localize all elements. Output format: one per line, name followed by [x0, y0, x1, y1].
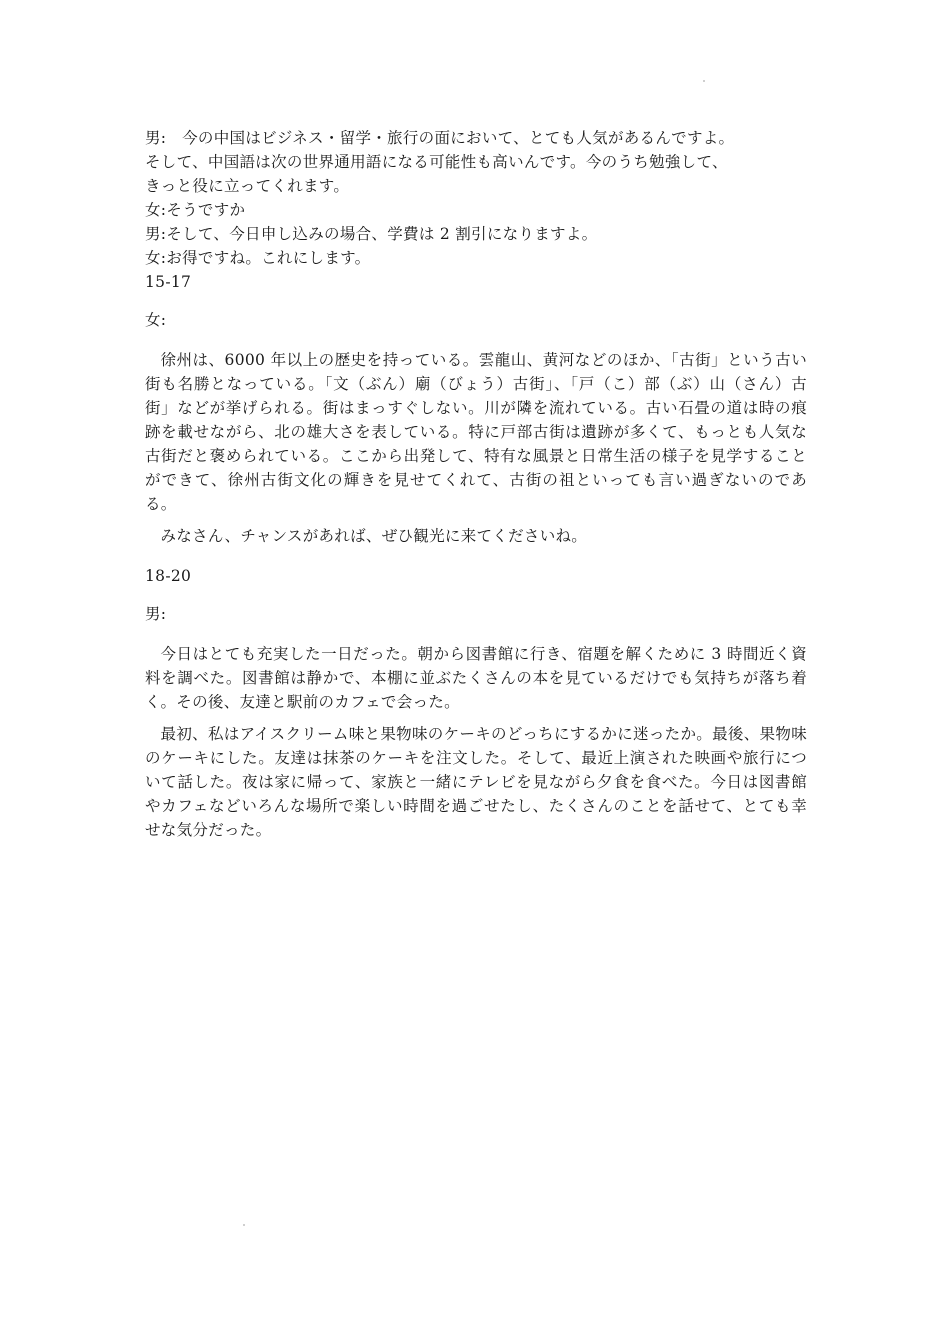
dialogue-line: 女:お得ですね。これにします。	[145, 249, 371, 267]
dialogue-line: 女:そうですか	[145, 201, 246, 219]
scan-speck-bottom	[243, 1224, 245, 1226]
dialogue-line: 男: 今の中国はビジネス・留学・旅行の面において、とても人気があるんですよ。	[145, 129, 735, 147]
section-number: 18-20	[145, 567, 192, 585]
paragraph: 徐州は、6000 年以上の歴史を持っている。雲龍山、黄河などのほか、「古街」という古い街も名勝となっている。「文（ぶん）廟（びょう）古街」、「戸（こ）部（ぶ）山（さん）古街」などが挙げられる。街はまっすぐしない。川が隣を流れている。古い石畳の道は時の痕跡を載せながら、北の雄大さを表している。特に戸部古街は遺跡が多くて、もっとも人気な古街だと褒められている。ここから出発して、特有な風景と日常生活の様子を見学することができて、徐州古街文化の輝きを見せてくれて、古街の祖といっても言い過ぎないのである。	[145, 351, 807, 513]
paragraph: 最初、私はアイスクリーム味と果物味のケーキのどっちにするかに迷ったか。最後、果物味のケーキにした。友達は抹茶のケーキを注文した。そして、最近上演された映画や旅行について話した。夜は家に帰って、家族と一緒にテレビを見ながら夕食を食べた。今日は図書館やカフェなどいろんな場所で楽しい時間を過ごせたし、たくさんのことを話せて、とても幸せな気分だった。	[145, 725, 807, 839]
dialogue-line: そして、中国語は次の世界通用語になる可能性も高いんです。今のうち勉強して、	[145, 153, 728, 171]
section-number: 15-17	[145, 273, 192, 291]
dialogue-line: きっと役に立ってくれます。	[145, 177, 350, 195]
dialogue-line: 男:そして、今日申し込みの場合、学費は 2 割引になりますよ。	[145, 225, 598, 243]
document-page	[145, 126, 807, 842]
paragraph: みなさん、チャンスがあれば、ぜひ観光に来てくださいね。	[160, 527, 588, 545]
scan-speck-top	[703, 80, 705, 82]
dialogue-block	[145, 126, 807, 270]
speaker-label: 男:	[145, 605, 167, 623]
speaker-label: 女:	[145, 311, 167, 329]
paragraph: 今日はとても充実した一日だった。朝から図書館に行き、宿題を解くために 3 時間近く資料を調べた。図書館は静かで、本棚に並ぶたくさんの本を見ているだけでも気持ちが落ち着く。その後、友達と駅前のカフェで会った。	[145, 645, 807, 711]
